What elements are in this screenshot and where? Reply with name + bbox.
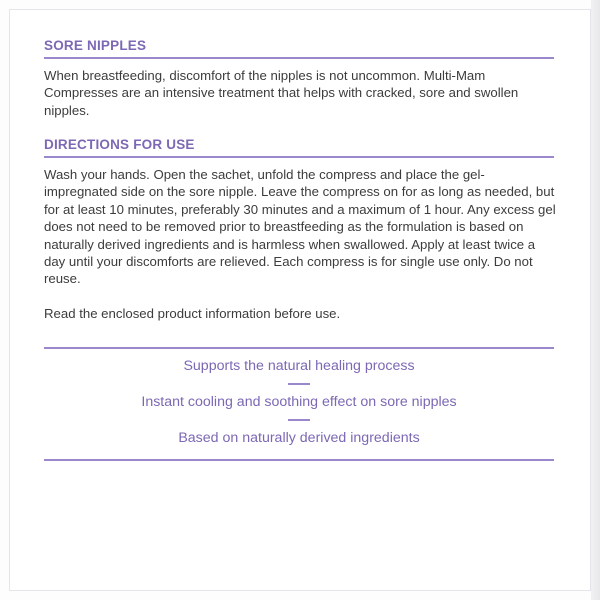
sore-nipples-heading: SORE NIPPLES [44,38,554,59]
benefit-item: Instant cooling and soothing effect on sore nipples [141,394,457,410]
directions-text: Wash your hands. Open the sachet, unfold the compress and place the gel-impregnated side on the sore nipple. Leave the compress on for as long as needed, but for at least 10 minutes, preferably 30 minutes and a maximum of 1 hour. Any excess gel does not need to be removed prior to breastfeeding as the formulation is based on naturally derived ingredients and is harmless when swallowed. Apply at least twice a day until your discomforts are relieved. Each compress is for single use only. Do not reuse. [44,167,556,287]
benefit-item: Supports the natural healing process [183,358,415,374]
benefit-item: Based on naturally derived ingredients [178,430,420,446]
benefit-divider [288,383,310,385]
directions-heading: DIRECTIONS FOR USE [44,137,554,158]
product-info-note: Read the enclosed product information before use. [44,306,341,321]
benefit-divider [288,419,310,421]
sore-nipples-text: When breastfeeding, discomfort of the nipples is not uncommon. Multi-Mam Compresses are an intensive treatment that helps with cracked, sore and swollen nipples. [44,68,519,118]
panel-edge-shadow [591,0,600,600]
benefits-bottom-rule [44,459,554,461]
benefits-top-rule [44,347,554,349]
